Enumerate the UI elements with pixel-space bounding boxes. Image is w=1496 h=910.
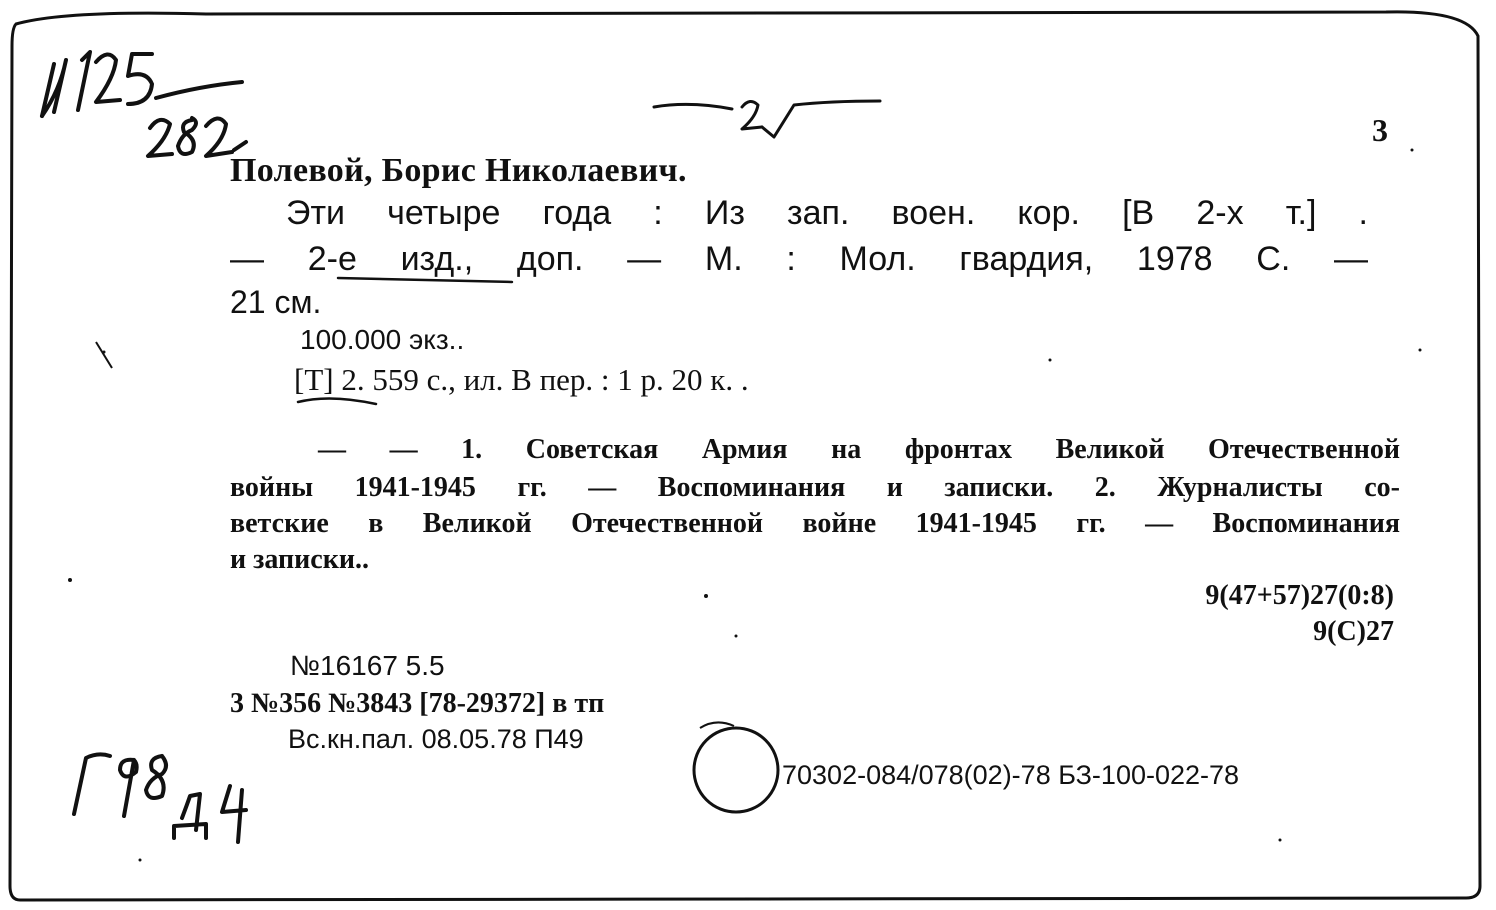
subject-line-3: ветские в Великой Отечественной войне 1941-1945 гг. — Воспоминания: [230, 508, 1400, 539]
index-code: 70302-084/078(02)-78 БЗ-100-022-78: [782, 760, 1240, 790]
order-number: №16167 5.5: [290, 650, 445, 681]
print-line: 3 №356 №3843 [78-29372] в тп: [230, 688, 605, 719]
copies-count: 100.000 экз..: [300, 324, 465, 355]
handwritten-shelfmark-top-left: [20, 30, 260, 170]
publish-info: Вс.кн.пал. 08.05.78 П49: [288, 724, 584, 754]
title-line-3: 21 см.: [230, 284, 322, 320]
author-heading: Полевой, Борис Николаевич.: [230, 152, 687, 189]
handwritten-copy-number: [650, 95, 885, 145]
handwritten-shelfmark-bottom-left: [50, 730, 270, 860]
title-line-2: — 2-е изд., доп. — М. : Мол. гвардия, 1978 С. —: [230, 240, 1368, 278]
subject-line-1: — — 1. Советская Армия на фронтах Великой Отечественной: [318, 434, 1400, 465]
card-number: 3: [1372, 112, 1388, 148]
volume-info: [Т] 2. 559 с., ил. В пер. : 1 р. 20 к. .: [294, 362, 749, 397]
subject-line-2: войны 1941-1945 гг. — Воспоминания и записки. 2. Журналисты со-: [230, 472, 1400, 503]
classification-primary: 9(47+57)27(0:8): [1205, 580, 1394, 611]
circle-stamp-icon: [686, 720, 786, 820]
subject-line-4: и записки..: [230, 544, 369, 575]
classification-secondary: 9(С)27: [1313, 616, 1394, 647]
title-line-1: Эти четыре года : Из зап. воен. кор. [В 2-х т.] .: [286, 194, 1368, 232]
